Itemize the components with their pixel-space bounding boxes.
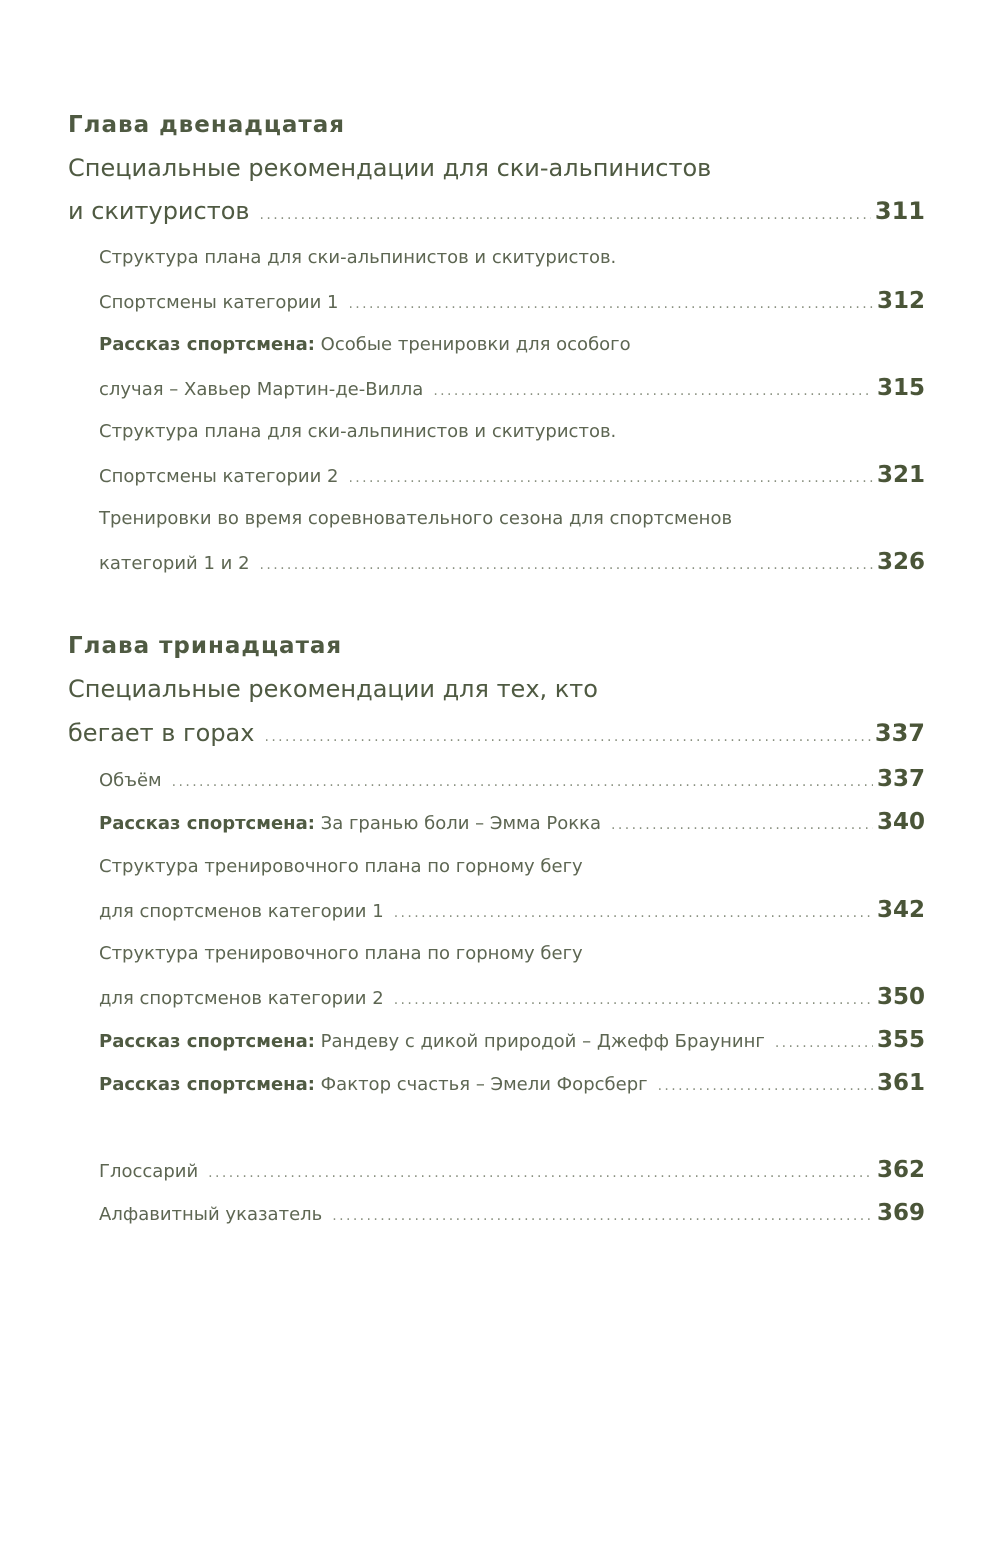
chapter-13-title-cont: бегает в горах xyxy=(68,719,255,747)
toc-entry-text: За гранью боли – Эмма Рокка xyxy=(320,813,602,834)
toc-entry-text xyxy=(99,1074,648,1095)
toc-entry-text: для спортсменов категории 2 xyxy=(99,988,384,1009)
toc-entry-text: Фактор счастья – Эмели Форсберг xyxy=(320,1074,648,1095)
toc-entry[interactable] xyxy=(99,288,925,314)
page-number: 315 xyxy=(876,375,925,401)
toc-entry[interactable] xyxy=(99,375,925,401)
toc-entry[interactable] xyxy=(99,984,925,1010)
toc-entry[interactable] xyxy=(99,549,925,575)
page-number: 369 xyxy=(876,1200,925,1226)
dot-leader xyxy=(264,729,870,745)
chapter-12-title: Специальные рекомендации для ски-альпинистов xyxy=(68,154,712,182)
toc-entry-text: категорий 1 и 2 xyxy=(99,553,250,574)
dot-leader xyxy=(658,1078,873,1094)
toc-entry[interactable] xyxy=(99,809,925,835)
page-number: 355 xyxy=(876,1027,925,1053)
toc-entry-text: случая – Хавьер Мартин-де-Вилла xyxy=(99,379,424,400)
chapter-12-title-cont: и скитуристов xyxy=(68,197,250,225)
toc-entry[interactable] xyxy=(99,1070,925,1096)
page-number: 337 xyxy=(874,719,925,747)
toc-entry-text xyxy=(99,1031,765,1052)
chapter-12-label: Глава двенадцатая xyxy=(68,112,346,138)
dot-leader xyxy=(260,207,871,223)
toc-entry-text: Структура тренировочного плана по горному бегу xyxy=(99,943,583,964)
dot-leader xyxy=(433,383,873,399)
dot-leader xyxy=(348,470,873,486)
toc-entry[interactable] xyxy=(99,1027,925,1053)
dot-leader xyxy=(348,296,873,312)
page-number: 350 xyxy=(876,984,925,1010)
dot-leader xyxy=(260,557,873,573)
toc-entry-text xyxy=(99,813,601,834)
chapter-13-title: Специальные рекомендации для тех, кто xyxy=(68,675,598,703)
toc-entry-text: Алфавитный указатель xyxy=(99,1204,323,1225)
page-number: 321 xyxy=(876,462,925,488)
chapter-13-title-row[interactable] xyxy=(68,719,925,747)
page-number: 342 xyxy=(876,897,925,923)
toc-entry-glossary[interactable] xyxy=(99,1157,925,1183)
chapter-12-title-row[interactable] xyxy=(68,197,925,225)
dot-leader xyxy=(172,774,873,790)
toc-entry-text: Структура плана для ски-альпинистов и скитуристов. xyxy=(99,247,617,268)
toc-entry[interactable] xyxy=(99,897,925,923)
page-number: 337 xyxy=(876,766,925,792)
toc-entry-text xyxy=(99,334,631,355)
dot-leader xyxy=(394,992,873,1008)
page-number: 362 xyxy=(876,1157,925,1183)
page-number: 326 xyxy=(876,549,925,575)
toc-entry-text: для спортсменов категории 1 xyxy=(99,901,384,922)
page-number: 311 xyxy=(874,197,925,225)
toc-entry-text: Рандеву с дикой природой – Джефф Браунинг xyxy=(320,1031,765,1052)
toc-entry-text: Структура плана для ски-альпинистов и скитуристов. xyxy=(99,421,617,442)
athlete-story-lead: Рассказ спортсмена: xyxy=(99,1031,315,1052)
toc-entry-text: Объём xyxy=(99,770,162,791)
toc-entry-text: Спортсмены категории 1 xyxy=(99,292,339,313)
page-number: 361 xyxy=(876,1070,925,1096)
toc-entry-text: Структура тренировочного плана по горному бегу xyxy=(99,856,583,877)
chapter-13-label: Глава тринадцатая xyxy=(68,633,343,659)
dot-leader xyxy=(775,1035,873,1051)
toc-entry-text: Особые тренировки для особого xyxy=(320,334,631,355)
dot-leader xyxy=(611,817,873,833)
page-number: 312 xyxy=(876,288,925,314)
athlete-story-lead: Рассказ спортсмена: xyxy=(99,334,315,355)
athlete-story-lead: Рассказ спортсмена: xyxy=(99,813,315,834)
toc-entry-text: Тренировки во время соревновательного сезона для спортсменов xyxy=(99,508,733,529)
page-number: 340 xyxy=(876,809,925,835)
toc-entry-text: Глоссарий xyxy=(99,1161,199,1182)
athlete-story-lead: Рассказ спортсмена: xyxy=(99,1074,315,1095)
dot-leader xyxy=(394,905,873,921)
toc-entry[interactable] xyxy=(99,462,925,488)
toc-entry-text: Спортсмены категории 2 xyxy=(99,466,339,487)
dot-leader xyxy=(208,1165,873,1181)
toc-entry-index[interactable] xyxy=(99,1200,925,1226)
toc-entry[interactable] xyxy=(99,766,925,792)
dot-leader xyxy=(332,1208,873,1224)
